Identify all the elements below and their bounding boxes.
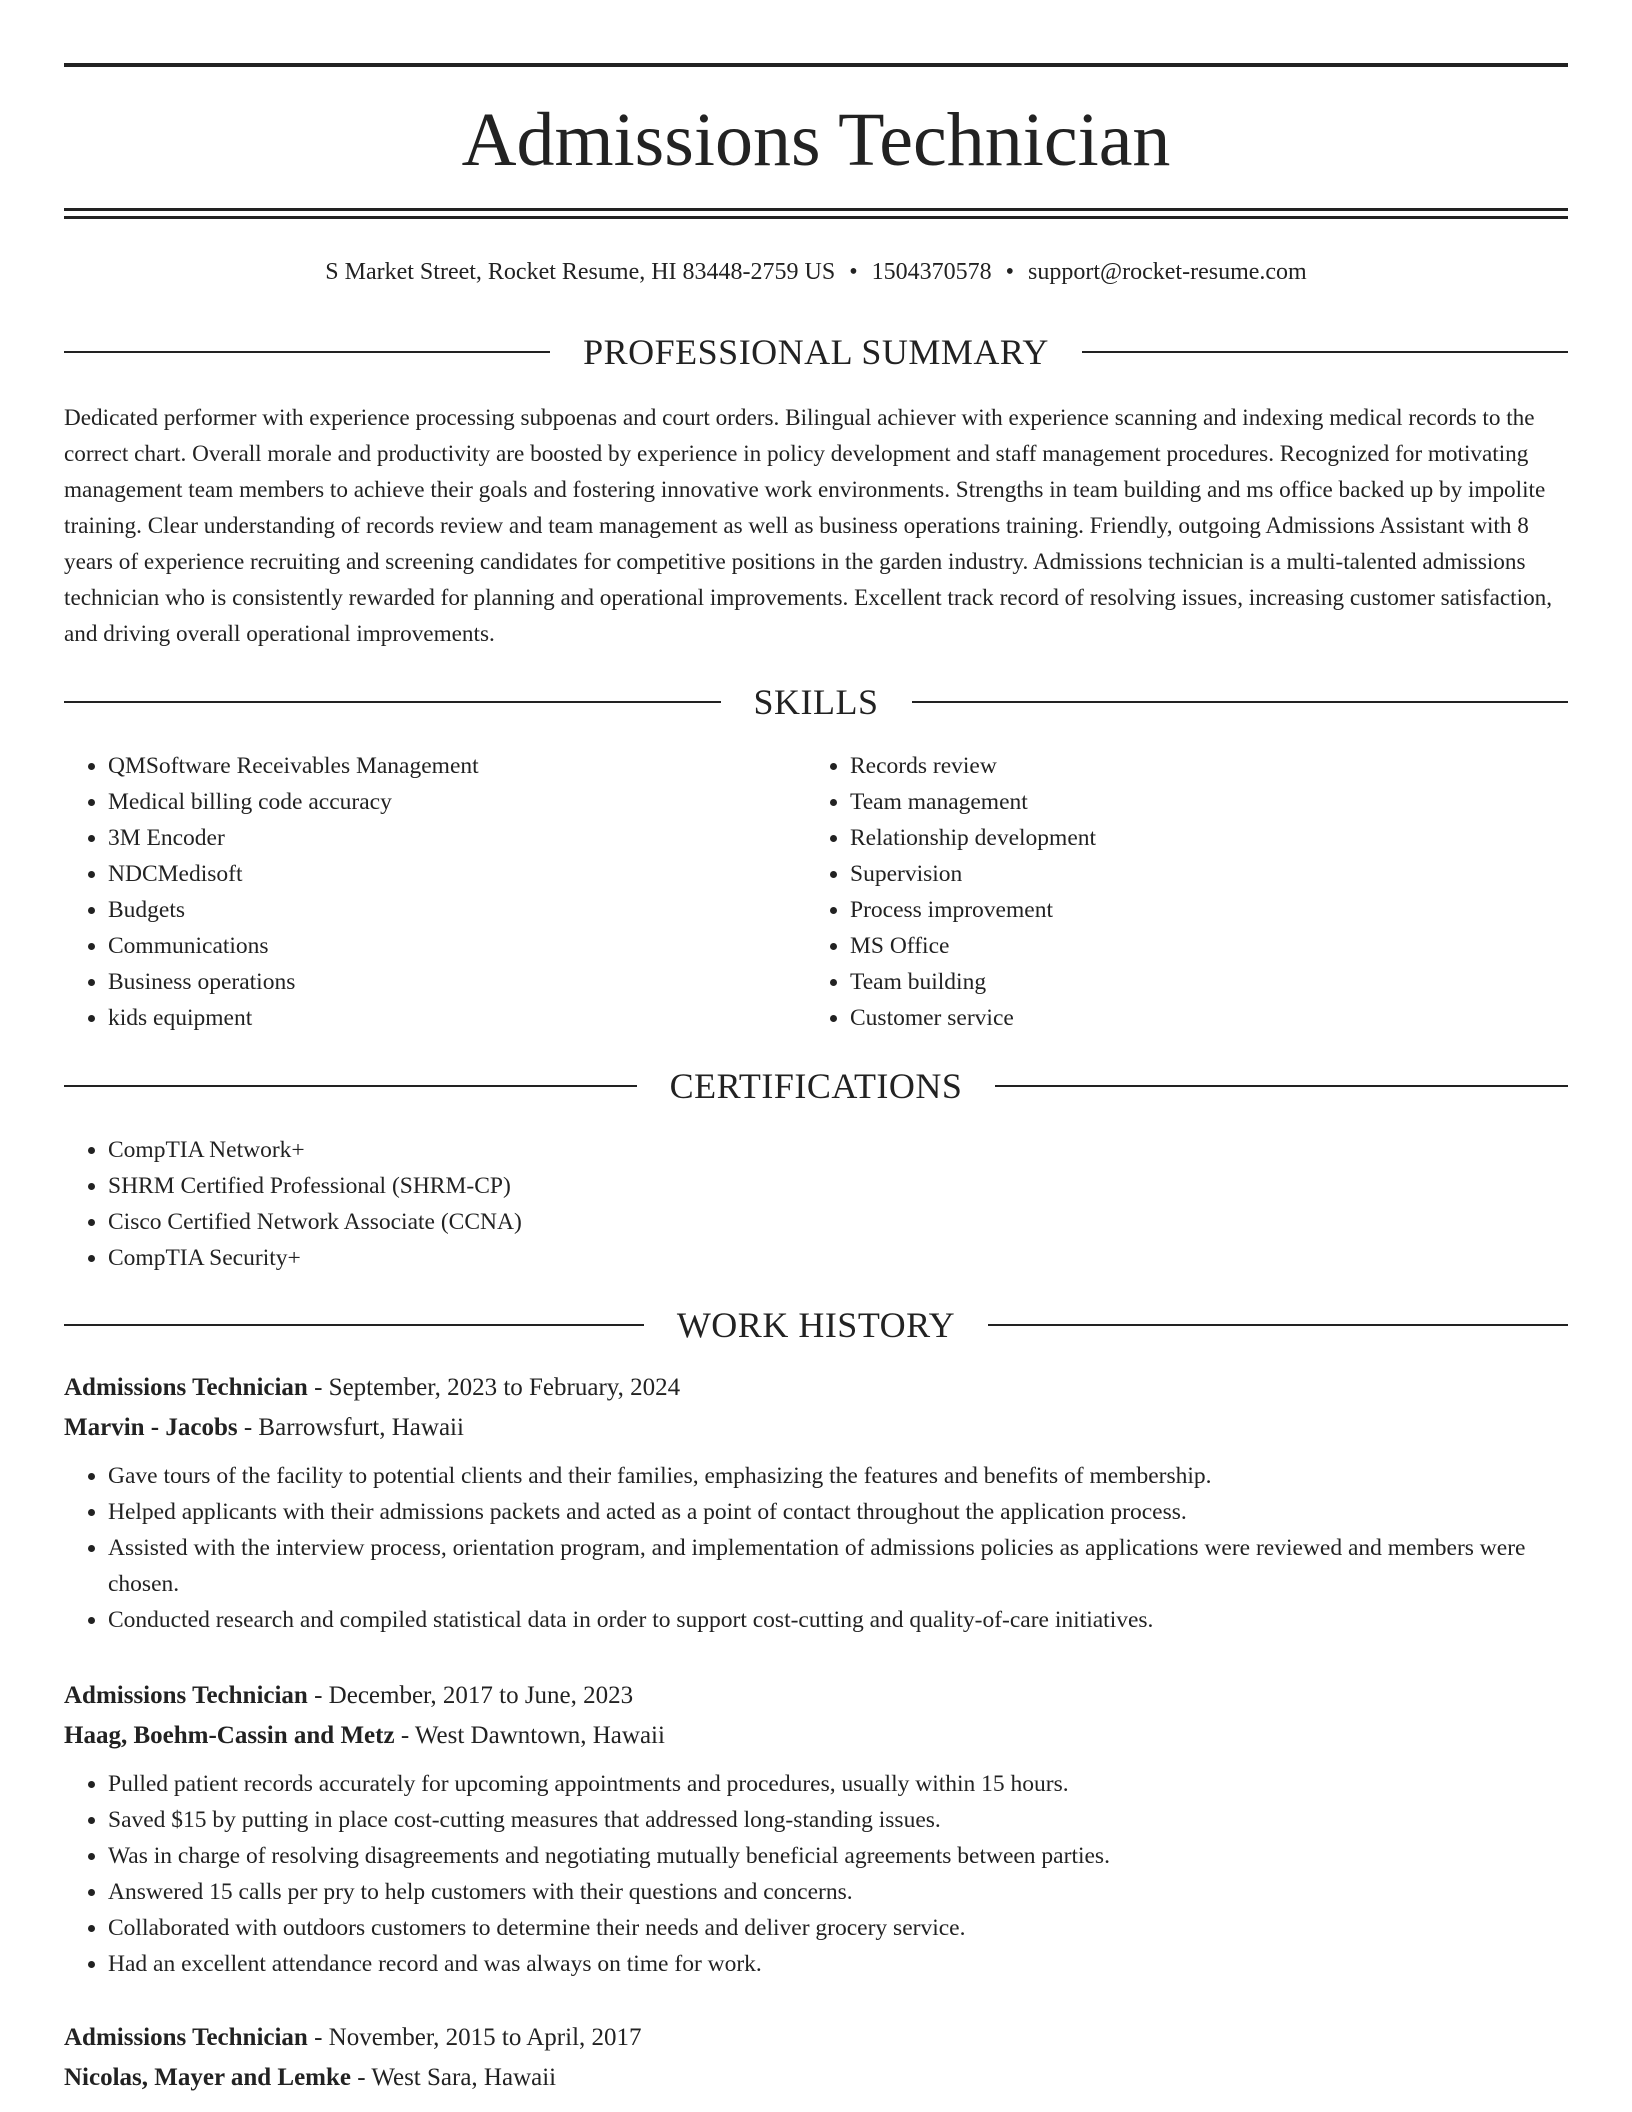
skill-item: • Process improvement — [850, 892, 1506, 928]
contact-address: S Market Street, Rocket Resume, HI 83448-2759 US — [325, 259, 836, 285]
job-location: - Barrowsfurt, Hawaii — [237, 1414, 464, 1441]
job-dates: - September, 2023 to February, 2024 — [307, 1374, 681, 1401]
skill-item: • Budgets — [108, 892, 764, 928]
job-title: Admissions Technician — [64, 1682, 308, 1709]
certification-item: • Cisco Certified Network Associate (CCNA) — [108, 1204, 964, 1240]
skills-list-right — [806, 748, 1506, 1036]
job-bullet: • Gave tours of the facility to potential clients and their families, emphasizing the features and benefits of membership. — [108, 1458, 1568, 1494]
heading-rule-right — [1082, 351, 1568, 353]
job-bullets — [64, 1766, 1568, 1982]
job-title: Admissions Technician — [64, 2024, 308, 2051]
heading-rule-right — [988, 1324, 1568, 1326]
work-history-heading — [64, 1305, 1568, 1345]
top-rule — [64, 63, 1568, 67]
certification-item: • CompTIA Network+ — [108, 1132, 964, 1168]
certification-item: • CompTIA Security+ — [108, 1240, 964, 1276]
job-company-line — [64, 1716, 1568, 1756]
title-rule-upper — [64, 208, 1568, 211]
skills-heading-label: SKILLS — [753, 682, 879, 722]
heading-rule-left — [64, 351, 550, 353]
summary-heading — [64, 332, 1568, 372]
skill-item: • Records review — [850, 748, 1506, 784]
job-entry — [64, 1368, 1568, 1638]
job-title-line — [64, 1368, 1568, 1408]
job-location: - West Sara, Hawaii — [351, 2064, 557, 2091]
contact-line — [64, 256, 1568, 288]
skill-item: • QMSoftware Receivables Management — [108, 748, 764, 784]
job-title-line — [64, 1676, 1568, 1716]
job-dates: - December, 2017 to June, 2023 — [307, 1682, 634, 1709]
skill-item: • Supervision — [850, 856, 1506, 892]
heading-rule-right — [912, 701, 1569, 703]
job-bullets — [64, 1458, 1568, 1638]
summary-heading-label: PROFESSIONAL SUMMARY — [583, 332, 1049, 372]
skill-item: • kids equipment — [108, 1000, 764, 1036]
job-bullet: • Saved $15 by putting in place cost-cutting measures that addressed long-standing issues. — [108, 1802, 1568, 1838]
job-entry — [64, 1676, 1568, 1982]
job-bullet: • Had an excellent attendance record and was always on time for work. — [108, 1946, 1568, 1982]
skills-left-column — [64, 748, 764, 1036]
certifications-heading — [64, 1066, 1568, 1106]
heading-rule-left — [64, 1324, 644, 1326]
job-entry — [64, 2018, 1568, 2098]
job-company-line — [64, 2058, 1568, 2098]
skill-item: • Relationship development — [850, 820, 1506, 856]
skills-right-column — [806, 748, 1506, 1036]
job-bullet: • Conducted research and compiled statistical data in order to support cost-cutting and quality-of-care initiatives. — [108, 1602, 1568, 1638]
certification-item: • SHRM Certified Professional (SHRM-CP) — [108, 1168, 964, 1204]
resume-title: Admissions Technician — [461, 98, 1171, 182]
contact-separator: • — [849, 259, 858, 285]
certifications-list — [64, 1132, 964, 1276]
skill-item: • MS Office — [850, 928, 1506, 964]
job-bullet: • Pulled patient records accurately for upcoming appointments and procedures, usually within 15 hours. — [108, 1766, 1568, 1802]
skill-item: • Medical billing code accuracy — [108, 784, 764, 820]
contact-phone: 1504370578 — [871, 259, 992, 285]
skill-item: • 3M Encoder — [108, 820, 764, 856]
job-bullet: • Assisted with the interview process, orientation program, and implementation of admissions policies as applications were reviewed and members were chosen. — [108, 1530, 1568, 1602]
heading-rule-right — [995, 1085, 1568, 1087]
summary-text: Dedicated performer with experience processing subpoenas and court orders. Bilingual achiever with experience scanning and indexing medical records to the correct chart. Overall morale and productivity are boosted by experience in policy development and staff management procedures. Recognized for motivating management team members to achieve their goals and fostering innovative work environments. Strengths in team building and ms office backed up by impolite training. Clear understanding of records review and team management as well as business operations training. Friendly, outgoing Admissions Assistant with 8 years of experience recruiting and screening candidates for competitive positions in the garden industry. Admissions technician is a multi-talented admissions technician who is consistently rewarded for planning and operational improvements. Excellent track record of resolving issues, increasing customer satisfaction, and driving overall operational improvements. — [64, 405, 1553, 647]
contact-separator: • — [1005, 259, 1015, 285]
job-bullet: • Was in charge of resolving disagreements and negotiating mutually beneficial agreements between parties. — [108, 1838, 1568, 1874]
skill-item: • Team building — [850, 964, 1506, 1000]
job-title: Admissions Technician — [64, 1374, 308, 1401]
job-bullet: • Answered 15 calls per pry to help customers with their questions and concerns. — [108, 1874, 1568, 1910]
skill-item: • Team management — [850, 784, 1506, 820]
job-dates: - November, 2015 to April, 2017 — [307, 2024, 642, 2051]
skill-item: • Business operations — [108, 964, 764, 1000]
job-title-line — [64, 2018, 1568, 2058]
skills-heading — [64, 682, 1568, 722]
job-bullet: • Helped applicants with their admissions packets and acted as a point of contact throughout the application process. — [108, 1494, 1568, 1530]
job-company: Haag, Boehm-Cassin and Metz — [64, 1722, 395, 1749]
title-rule-lower — [64, 216, 1568, 219]
job-company: Marvin - Jacobs — [64, 1414, 238, 1441]
certifications-heading-label: CERTIFICATIONS — [669, 1066, 963, 1106]
skill-item: • Customer service — [850, 1000, 1506, 1036]
heading-rule-left — [64, 1085, 637, 1087]
contact-email: support@rocket-resume.com — [1028, 259, 1307, 285]
skills-list-left — [64, 748, 764, 1036]
job-bullet: • Collaborated with outdoors customers to determine their needs and deliver grocery service. — [108, 1910, 1568, 1946]
job-location: - West Dawntown, Hawaii — [394, 1722, 665, 1749]
work-history-heading-label: WORK HISTORY — [676, 1305, 956, 1345]
job-company-line — [64, 1408, 1568, 1448]
skill-item: • Communications — [108, 928, 764, 964]
job-company: Nicolas, Mayer and Lemke — [64, 2064, 352, 2091]
heading-rule-left — [64, 701, 721, 703]
certifications-block — [64, 1132, 964, 1276]
skill-item: • NDCMedisoft — [108, 856, 764, 892]
